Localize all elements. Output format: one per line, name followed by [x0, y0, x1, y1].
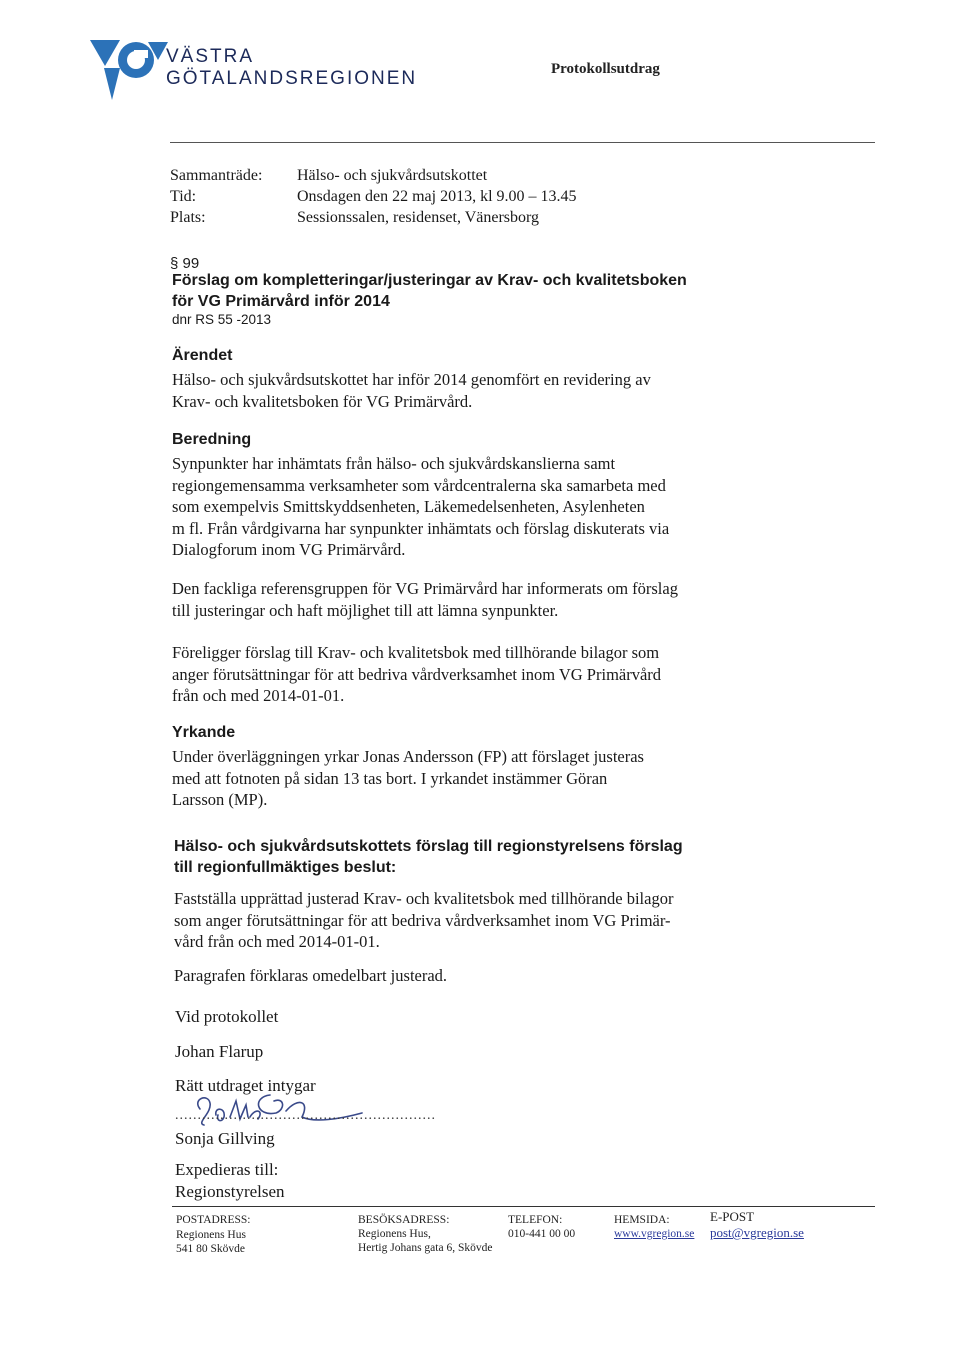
place-label: Plats: [170, 209, 206, 226]
meeting-label: Sammanträde: [170, 167, 263, 184]
phone-value: 010-441 00 00 [508, 1228, 576, 1240]
text-line: Under överläggningen yrkar Jonas Andersson (FP) att förslaget justeras [172, 747, 644, 766]
beredning-paragraph-1 [172, 453, 742, 561]
header-divider [170, 142, 875, 143]
text-line: Den fackliga referensgruppen för VG Primärvård har informerats om förslag [172, 579, 678, 598]
logo-wordmark [166, 46, 417, 90]
section-number: § 99 [170, 255, 200, 272]
text-line: med att fotnoten på sidan 13 tas bort. I yrkandet instämmer Göran [172, 768, 608, 788]
text-line: till justeringar och haft möjlighet till att lämna synpunkter. [172, 600, 559, 620]
yrkande-heading: Yrkande [172, 724, 236, 741]
arendet-heading: Ärendet [172, 347, 233, 364]
text-line: Larsson (MP). [172, 790, 268, 809]
arendet-paragraph [172, 369, 742, 412]
justification-text: Paragrafen förklaras omedelbart justerad. [174, 966, 448, 985]
logo-line-1: VÄSTRA [166, 46, 255, 67]
beredning-paragraph-2 [172, 578, 742, 621]
proposal-paragraph [174, 888, 744, 953]
text-line: Fastställa upprättad justerad Krav- och kvalitetsbok med tillhörande bilagor [174, 889, 674, 908]
case-number: dnr RS 55 -2013 [172, 312, 272, 327]
text-line: regiongemensamma verksamheter som vårdcentralerna ska samarbeta med [172, 475, 666, 495]
text-line: Föreligger förslag till Krav- och kvalitetsbok med tillhörande bilagor som [172, 643, 660, 662]
time-value: Onsdagen den 22 maj 2013, kl 9.00 – 13.45 [297, 188, 577, 205]
section-title [172, 270, 732, 312]
postal-label: POSTADRESS: [176, 1214, 251, 1226]
text-line: vård från och med 2014-01-01. [174, 932, 380, 951]
signature-line: .......................................................... [175, 1108, 436, 1123]
text-line: som exempelvis Smittskyddsenheten, Läkemedelsenheten, Asylenheten [172, 497, 645, 516]
certifier-name: Sonja Gillving [175, 1129, 275, 1148]
secretary-name: Johan Flarup [175, 1042, 264, 1061]
text-line: från och med 2014-01-01. [172, 686, 345, 705]
time-label: Tid: [170, 188, 197, 205]
text-line: anger förutsättningar för att bedriva vårdverksamhet inom VG Primärvård [172, 664, 662, 684]
meeting-value: Hälso- och sjukvårdsutskottet [297, 167, 488, 184]
web-label: HEMSIDA: [614, 1214, 670, 1226]
visit-line-2: Hertig Johans gata 6, Skövde [358, 1242, 493, 1254]
logo-line-2: GÖTALANDSREGIONEN [166, 68, 418, 89]
text-line: Synpunkter har inhämtats från hälso- och sjukvårdskanslierna samt [172, 454, 616, 473]
text-line: Krav- och kvalitetsboken för VG Primärvård. [172, 391, 473, 411]
certify-label: Rätt utdraget intygar [175, 1076, 316, 1095]
section-title-line-1: Förslag om kompletteringar/justeringar av Krav- och kvalitetsboken [172, 272, 687, 289]
beredning-heading: Beredning [172, 431, 252, 448]
text-line: som anger förutsättningar för att bedriva vårdverksamhet inom VG Primär- [174, 910, 671, 930]
website-link[interactable]: www.vgregion.se [614, 1228, 695, 1240]
proposal-heading-line-2: till regionfullmäktiges beslut: [174, 859, 397, 876]
place-value: Sessionssalen, residenset, Vänersborg [297, 209, 540, 226]
dispatch-recipient: Regionstyrelsen [175, 1182, 285, 1201]
postal-line-1: Regionens Hus [176, 1229, 246, 1241]
email-label: E-POST [710, 1209, 755, 1224]
text-line: Dialogforum inom VG Primärvård. [172, 540, 406, 559]
proposal-heading-line-1: Hälso- och sjukvårdsutskottets förslag till regionstyrelsens förslag [174, 838, 683, 855]
yrkande-paragraph [172, 746, 742, 811]
visit-label: BESÖKSADRESS: [358, 1214, 450, 1226]
proposal-heading [174, 836, 683, 878]
document-type: Protokollsutdrag [551, 61, 660, 77]
visit-line-1: Regionens Hus, [358, 1228, 431, 1240]
text-line: m fl. Från vårdgivarna har synpunkter inhämtats och förslag diskuterats via [172, 518, 670, 538]
footer-divider [172, 1206, 875, 1207]
beredning-paragraph-3 [172, 642, 742, 707]
dispatch-label: Expedieras till: [175, 1160, 279, 1179]
postal-line-2: 541 80 Skövde [176, 1243, 245, 1255]
phone-label: TELEFON: [508, 1214, 563, 1226]
text-line: Hälso- och sjukvårdsutskottet har inför 2014 genomfört en revidering av [172, 370, 651, 389]
protocol-label: Vid protokollet [175, 1007, 279, 1026]
section-title-line-2: för VG Primärvård inför 2014 [172, 293, 390, 310]
vgr-logo-icon [90, 38, 168, 104]
email-link[interactable]: post@vgregion.se [710, 1225, 804, 1240]
